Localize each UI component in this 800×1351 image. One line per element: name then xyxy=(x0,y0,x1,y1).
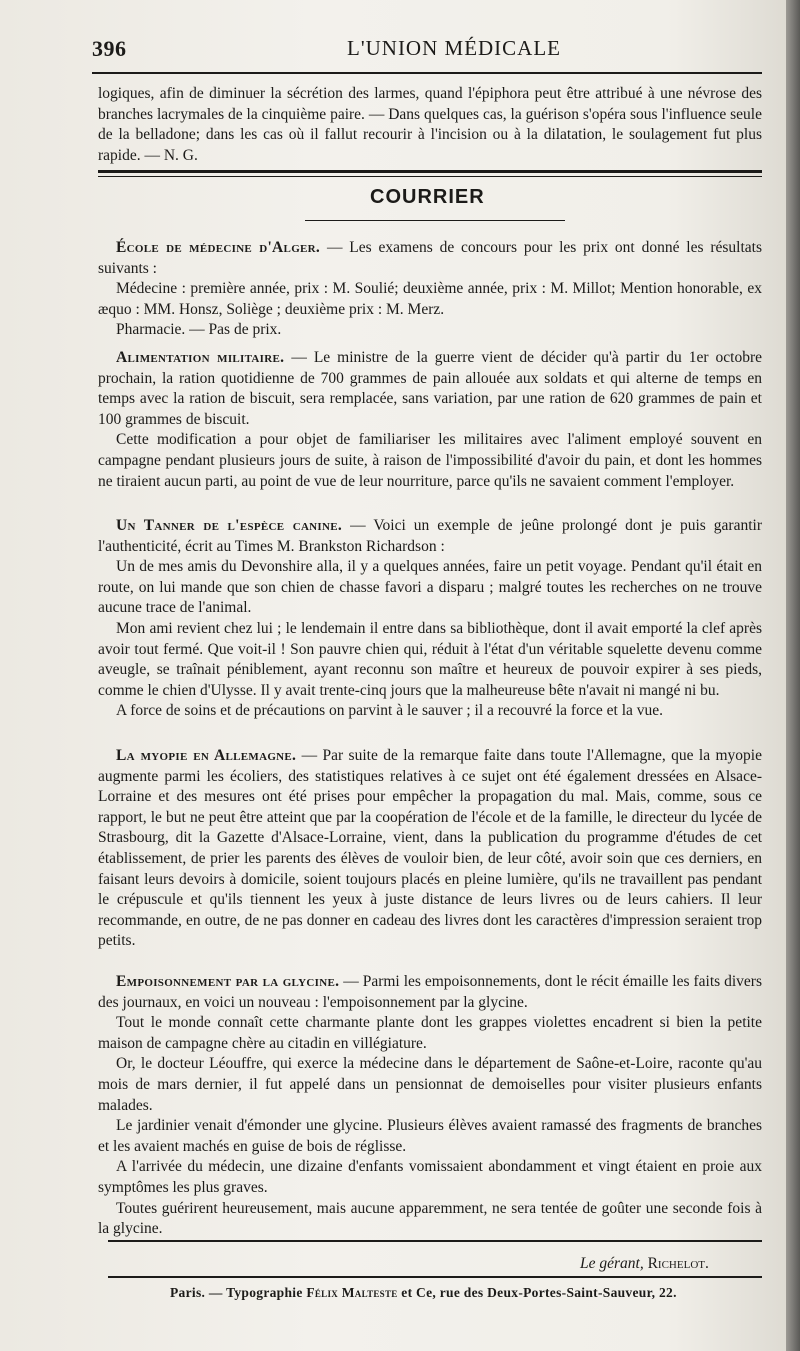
article-paragraph: Mon ami revient chez lui ; le lendemain il entre dans sa bibliothèque, dont il avait emporté la clef après avoir tout fermé. Que voit-il ! Son pauvre chien qui, réduit à l'état d'un véritable squelette devenu comme aveugle, se traînait péniblement, ayant reconnu son maître et heureux de pouvoir expirer à ses pieds, comme le chien d'Ulysse. Il y avait trente-cinq jours que la malheureuse bête n'avait ni mangé ni bu. xyxy=(98,619,762,699)
article-heading: Un Tanner de l'espèce canine. xyxy=(116,517,343,534)
article-text: — Voici un exemple de jeûne prolongé dont je puis garantir l'authenticité, écrit au Times M. Brankston Richardson : xyxy=(98,517,762,555)
article-heading: La myopie en Allemagne. xyxy=(116,747,297,764)
article-text: — Le ministre de la guerre vient de décider qu'à partir du 1er octobre prochain, la ration quotidienne de 700 grammes de pain allouée aux soldats et qui alterne de temps en temps avec la ration de biscuit, sera remplacée, sans variation, par une ration de 620 grammes de pain et 100 grammes de biscuit. xyxy=(98,349,763,428)
page-binding-edge xyxy=(786,0,800,1351)
header-rule xyxy=(92,72,762,74)
page-header xyxy=(92,32,762,64)
article-paragraph: Un de mes amis du Devonshire alla, il y a quelques années, faire un petit voyage. Pendant qu'il était en route, on lui mande que son chien de chasse favori a disparu ; malgré toutes les recherches on ne trouve aucune trace de l'animal. xyxy=(98,558,762,617)
footer-rule-top xyxy=(108,1240,762,1242)
footer-rule-bottom xyxy=(108,1276,762,1278)
article-ecole-alger xyxy=(98,238,762,341)
article-paragraph: Le jardinier venait d'émonder une glycine. Plusieurs élèves avaient ramassé des fragments de branches et les avaient machés en guise de bois de réglisse. xyxy=(98,1117,762,1155)
imprint-printer: Félix Malteste xyxy=(306,1285,398,1300)
article-paragraph xyxy=(98,348,762,430)
article-paragraph: Médecine : première année, prix : M. Soulié; deuxième année, prix : M. Millot; Mention honorable, ex æquo : MM. Honsz, Soliège ; deuxième prix : M. Merz. xyxy=(98,280,762,318)
continued-paragraph xyxy=(98,84,762,166)
article-text: — Les examens de concours pour les prix ont donné les résultats suivants : xyxy=(98,239,762,277)
article-heading: Alimentation militaire. xyxy=(116,349,285,366)
page-number: 396 xyxy=(92,36,127,61)
imprint-suffix: et Ce, rue des Deux-Portes-Saint-Sauveur, 22. xyxy=(401,1285,677,1300)
article-paragraph: Tout le monde connaît cette charmante plante dont les grappes violettes encadrent si bien la petite maison de campagne chère au citadin en villégiature. xyxy=(98,1014,762,1052)
article-heading: Empoisonnement par la glycine. xyxy=(116,973,340,990)
article-paragraph xyxy=(98,746,762,952)
section-title-underline xyxy=(305,220,565,221)
article-paragraph xyxy=(98,972,762,1013)
article-paragraph: Pharmacie. — Pas de prix. xyxy=(116,321,282,339)
imprint-prefix: Paris. — Typographie xyxy=(170,1285,303,1300)
continued-paragraph-text: logiques, afin de diminuer la sécrétion des larmes, quand l'épiphora peut être attribué à une névrose des branches lacrymales de la cinquième paire. — Dans quelques cas, la guérison s'opéra sous l'influence seule de la belladone; dans les cas où il fallut recourir à l'incision ou à la dilatation, le soulagement fut plus rapide. — N. G. xyxy=(98,85,762,164)
article-paragraph: A force de soins et de précautions on parvint à le sauver ; il a recouvré la force et la vue. xyxy=(116,702,664,720)
article-heading: École de médecine d'Alger. xyxy=(116,239,321,256)
article-text: — Par suite de la remarque faite dans toute l'Allemagne, que la myopie augmente parmi les écoliers, des statistiques relatives à ce sujet ont été également dressées en Alsace-Lorraine et des mesures ont été prises pour empêcher la propagation du mal. Mais, comme, sous ce rapport, le but ne peut être atteint que par la coopération de l'école et de la famille, le directeur du lycée de Strasbourg, dit la Gazette d'Alsace-Lorraine, vient, dans la publication du programme d'études de cet établissement, de prier les parents des élèves de vouloir bien, de leur côté, avoir soin que ces derniers, en faisant leurs devoirs à domicile, soient toujours placés en pleine lumière, qu'ils ne travaillent pas pendant le crépuscule et qu'ils tiennent les yeux à juste distance de leurs livres ou de leurs cahiers. Il leur recommande, en outre, de ne pas donner en cadeau des livres dont les caractères d'impression seraient trop petits. xyxy=(98,747,762,950)
signature xyxy=(580,1255,709,1273)
section-rule-top-thin xyxy=(98,176,762,177)
article-paragraph: Cette modification a pour objet de familiariser les militaires avec l'aliment employé souvent en campagne pendant plusieurs jours de suite, à raison de l'impossibilité d'avoir du pain, et dont les hommes ne tiraient aucun parti, au point de vue de leur nourriture, parce qu'ils ne savaient comment l'employer. xyxy=(98,431,762,490)
printer-imprint xyxy=(170,1285,677,1301)
article-myopie-allemagne xyxy=(98,746,762,952)
section-rule-top xyxy=(98,170,762,173)
article-paragraph: Toutes guérirent heureusement, mais aucune apparemment, ne sera tentée de goûter une seconde fois à la glycine. xyxy=(98,1199,762,1238)
article-paragraph: A l'arrivée du médecin, une dizaine d'enfants vomissaient abondamment et vingt étaient en proie aux symptômes les plus graves. xyxy=(98,1158,762,1196)
section-title: COURRIER xyxy=(370,186,485,208)
article-paragraph xyxy=(98,516,762,557)
article-text: — Parmi les empoisonnements, dont le récit émaille les faits divers des journaux, en voici un nouveau : l'empoisonnement par la glycine. xyxy=(98,973,762,1011)
article-alimentation-militaire xyxy=(98,348,762,492)
journal-title: L'UNION MÉDICALE xyxy=(347,36,562,60)
article-paragraph: Or, le docteur Léouffre, qui exerce la médecine dans le département de Saône-et-Loire, raconte qu'au mois de mars dernier, il fut appelé dans un pensionnat de demoiselles pour visiter plusieurs enfants malades. xyxy=(98,1055,762,1114)
article-paragraph xyxy=(98,238,762,279)
article-tanner-canine xyxy=(98,516,762,722)
signature-role: Le gérant, xyxy=(580,1255,644,1272)
article-empoisonnement-glycine xyxy=(98,972,762,1240)
signature-name: Richelot. xyxy=(647,1255,709,1272)
